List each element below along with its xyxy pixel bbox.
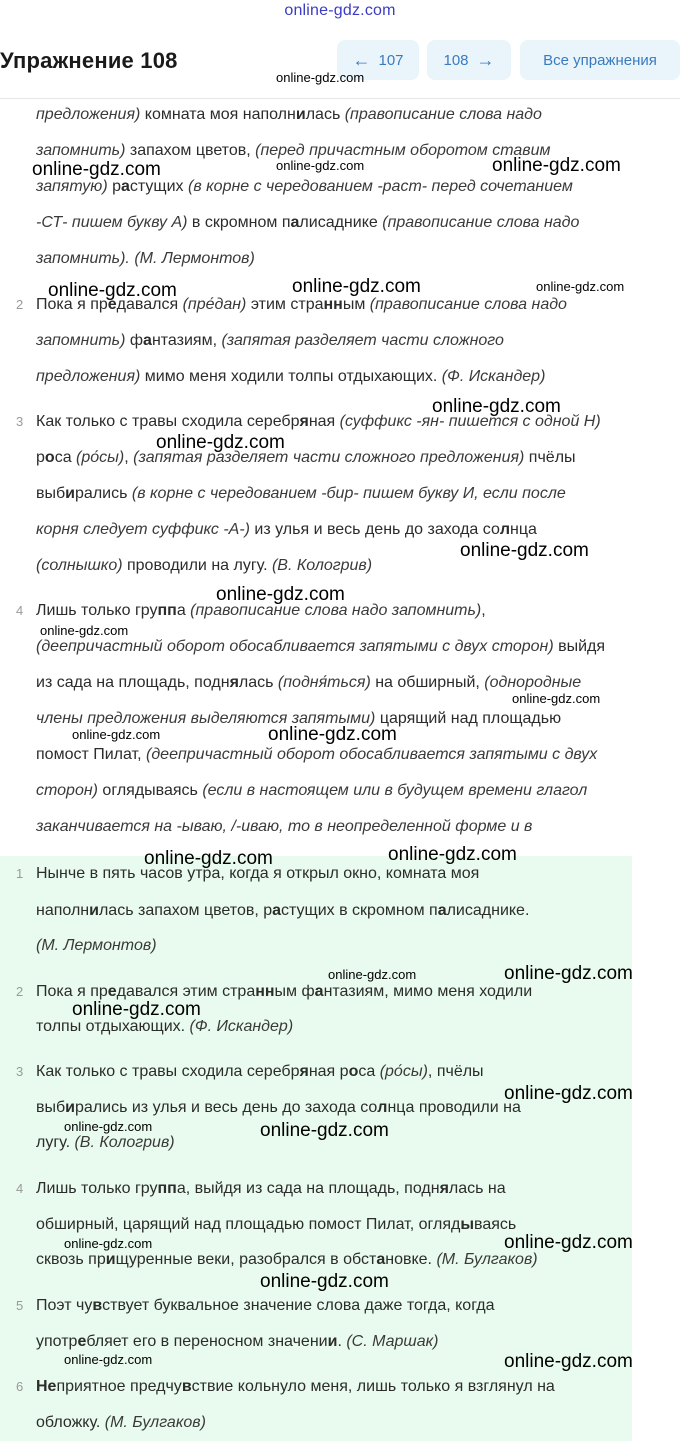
item-number: 1: [16, 866, 24, 881]
item-number: 4: [16, 603, 24, 618]
page-title: Упражнение 108: [0, 48, 178, 73]
watermark-text: online-gdz.com: [504, 1083, 633, 1104]
explanation-line: запомнить) фантазиям, (запятая разделяет части сложного: [36, 332, 504, 349]
item-number: 2: [16, 297, 24, 312]
top-watermark: online-gdz.com: [284, 2, 396, 19]
watermark-text: online-gdz.com: [40, 623, 129, 638]
explanation-line: запомнить) запахом цветов, (перед причастным оборотом ставим: [36, 142, 551, 159]
watermark-text: online-gdz.com: [460, 540, 589, 561]
explanation-line: Как только с травы сходила серебряная (суффикс -ян- пишется с одной Н): [36, 413, 601, 430]
explanation-line: из сада на площадь, поднялась (подня́ться) на обширный, (однородные: [36, 674, 582, 691]
item-number: 6: [16, 1379, 24, 1394]
answer-line: лугу. (В. Кологрив): [36, 1134, 175, 1151]
answer-line: обложку. (М. Булгаков): [36, 1414, 206, 1431]
item-number: 4: [16, 1181, 24, 1196]
answer-line: сквозь прищуренные веки, разобрался в обстановке. (М. Булгаков): [36, 1251, 538, 1268]
arrow-left-icon: ←: [352, 50, 371, 70]
answer-line: Неприятное предчувствие кольнуло меня, лишь только я взглянул на: [36, 1378, 555, 1395]
explanation-line: выбирались (в корне с чередованием -бир- пишем букву И, если после: [36, 485, 566, 502]
explanation-line: (солнышко) проводили на лугу. (В. Кологрив): [36, 557, 373, 574]
watermark-text: online-gdz.com: [536, 279, 625, 294]
watermark-text: online-gdz.com: [504, 1232, 633, 1253]
item-number: 3: [16, 1064, 24, 1079]
explanation-line: запомнить). (М. Лермонтов): [36, 250, 255, 267]
answer-line: толпы отдыхающих. (Ф. Искандер): [36, 1018, 294, 1035]
watermark-text: online-gdz.com: [64, 1119, 153, 1134]
watermark-text: online-gdz.com: [276, 70, 365, 85]
answer-line: выбирались из улья и весь день до захода солнца проводили на: [36, 1099, 521, 1116]
watermark-text: online-gdz.com: [72, 999, 201, 1020]
watermark-text: online-gdz.com: [432, 396, 561, 417]
watermark-text: online-gdz.com: [292, 276, 421, 297]
watermark-text: online-gdz.com: [144, 848, 273, 869]
explanation-line: корня следует суффикс -А-) из улья и весь день до захода солнца: [36, 521, 537, 538]
explanation-line: Лишь только группа (правописание слова надо запомнить),: [36, 602, 486, 619]
watermark-text: online-gdz.com: [64, 1352, 153, 1367]
explanation-line: (деепричастный оборот обосабливается запятыми с двух сторон) выйдя: [36, 638, 606, 655]
watermark-text: online-gdz.com: [72, 727, 161, 742]
answer-line: (М. Лермонтов): [36, 937, 157, 954]
watermark-text: online-gdz.com: [504, 1351, 633, 1372]
next-exercise-button[interactable]: [427, 40, 511, 80]
explanation-line: предложения) комната моя наполнилась (правописание слова надо: [36, 106, 542, 123]
next-exercise-label: 108: [443, 51, 469, 69]
item-number: 2: [16, 984, 24, 999]
watermark-text: online-gdz.com: [260, 1271, 389, 1292]
explanation-line: -СТ- пишем букву А) в скромном палисаднике (правописание слова надо: [36, 214, 580, 231]
explanation-line: запятую) растущих (в корне с чередованием -раст- перед сочетанием: [36, 178, 573, 195]
answer-line: Поэт чувствует буквальное значение слова даже тогда, когда: [36, 1297, 495, 1314]
watermark-text: online-gdz.com: [32, 159, 161, 180]
watermark-text: online-gdz.com: [388, 844, 517, 865]
answer-line: Нынче в пять часов утра, когда я открыл окно, комната моя: [36, 865, 480, 882]
watermark-text: online-gdz.com: [268, 724, 397, 745]
watermark-text: online-gdz.com: [276, 158, 365, 173]
watermark-text: online-gdz.com: [328, 967, 417, 982]
answer-line: Как только с травы сходила серебряная роса (ро́сы), пчёлы: [36, 1063, 484, 1080]
header-divider: [0, 98, 680, 99]
all-exercises-button[interactable]: [520, 40, 680, 80]
watermark-text: online-gdz.com: [64, 1236, 153, 1251]
prev-exercise-label: 107: [378, 51, 404, 69]
answer-line: Лишь только группа, выйдя из сада на площадь, поднялась на: [36, 1180, 506, 1197]
watermark-text: online-gdz.com: [156, 432, 285, 453]
answer-line: Пока я предавался этим странным фантазиям, мимо меня ходили: [36, 983, 533, 1000]
watermark-text: online-gdz.com: [512, 691, 601, 706]
explanation-line: роса (ро́сы), (запятая разделяет части сложного предложения) пчёлы: [36, 449, 576, 466]
explanation-line: члены предложения выделяются запятыми) царящий над площадью: [36, 710, 562, 727]
all-exercises-label: Все упражнения: [543, 51, 657, 69]
item-number: 5: [16, 1298, 24, 1313]
answer-line: употребляет его в переносном значении. (С. Маршак): [36, 1333, 439, 1350]
watermark-text: online-gdz.com: [48, 280, 177, 301]
watermark-text: online-gdz.com: [492, 155, 621, 176]
answer-line: обширный, царящий над площадью помост Пилат, оглядываясь: [36, 1216, 517, 1233]
explanation-line: помост Пилат, (деепричастный оборот обосабливается запятыми с двух: [36, 746, 598, 763]
explanation-line: сторон) оглядываясь (если в настоящем или в будущем времени глагол: [36, 782, 588, 799]
answer-line: наполнилась запахом цветов, растущих в скромном палисаднике.: [36, 902, 530, 919]
explanation-line: Пока я предавался (пре́дан) этим странным (правописание слова надо: [36, 296, 567, 313]
arrow-right-icon: →: [476, 50, 495, 70]
item-number: 3: [16, 414, 24, 429]
watermark-text: online-gdz.com: [260, 1120, 389, 1141]
watermark-text: online-gdz.com: [216, 584, 345, 605]
explanation-line: заканчивается на -ываю, /-иваю, то в неопределенной форме и в: [36, 818, 533, 835]
watermark-text: online-gdz.com: [504, 963, 633, 984]
explanation-line: предложения) мимо меня ходили толпы отдыхающих. (Ф. Искандер): [36, 368, 546, 385]
